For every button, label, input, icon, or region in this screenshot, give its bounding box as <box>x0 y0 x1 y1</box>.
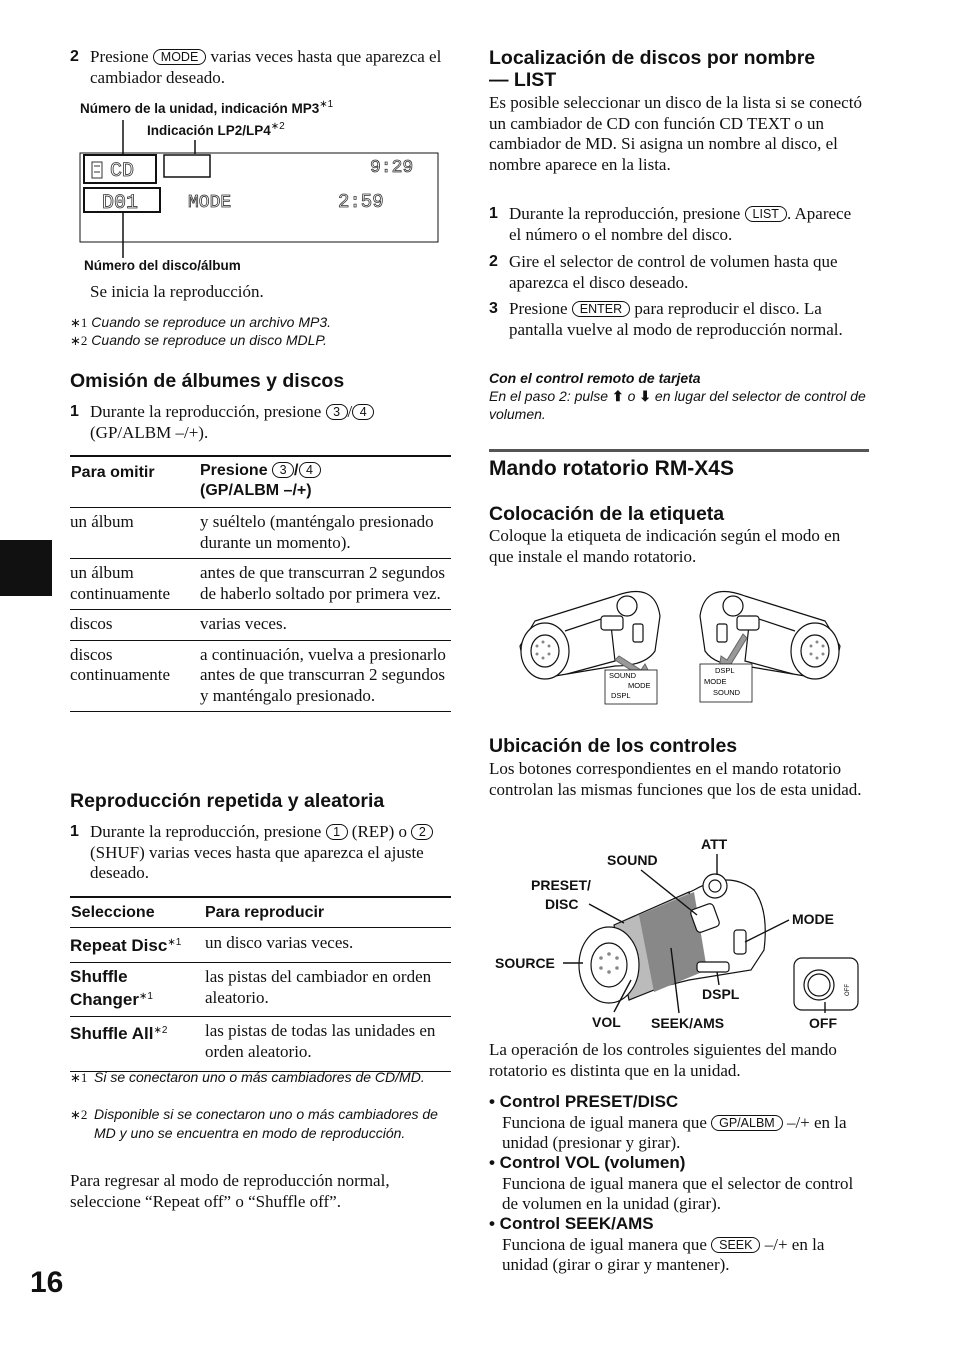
repeat-footnote-1: ∗1 Si se conectaron uno o más cambiadores de CD/MD. <box>70 1069 425 1085</box>
skip-title: Omisión de álbumes y discos <box>70 370 345 392</box>
rotary-title: Mando rotatorio RM-X4S <box>489 457 734 480</box>
key-2: 2 <box>411 824 433 840</box>
page-number: 16 <box>30 1266 64 1299</box>
svg-text:SOUND: SOUND <box>609 671 637 680</box>
gp-albm-key: GP/ALBM <box>711 1115 783 1131</box>
callout-att: ATT <box>701 836 728 852</box>
lp-indication-label: Indicación $LP2/LP4^{∗2}$ <box>147 121 285 138</box>
mode-key: MODE <box>153 49 207 65</box>
list-step-3: 3 Presione ENTER para reproducir el disco. La pantalla vuelve al modo de reproducción normal. <box>489 299 843 339</box>
callout-seek: SEEK/AMS <box>651 1015 725 1031</box>
list-step-1: 1 Durante la reproducción, presione LIST . Aparece el número o el nombre del disco. <box>489 204 852 244</box>
footnote-1: ∗1 Cuando se reproduce un archivo MP3. <box>70 314 331 330</box>
svg-text:DSPL: DSPL <box>715 666 735 675</box>
knob-left-drawing <box>520 592 660 680</box>
segment-disc: D01 <box>102 192 139 215</box>
skip-header-b: Presione 3 / 4 (GP/ALBM –/+) <box>200 456 451 508</box>
playback-starts: Se inicia la reproducción. <box>90 282 264 301</box>
side-tab <box>0 540 52 596</box>
up-arrow-icon: ⬆ <box>611 388 624 404</box>
callout-sound: SOUND <box>607 852 658 868</box>
table-row: discos varias veces. <box>70 610 451 641</box>
segment-clock: 9:29 <box>370 158 414 178</box>
segment-mode: MODE <box>188 193 232 213</box>
callout-vol: VOL <box>592 1014 621 1030</box>
list-key: LIST <box>745 206 787 222</box>
section-divider <box>489 449 869 452</box>
svg-text:DSPL: DSPL <box>611 691 631 700</box>
diff-text: La operación de los controles siguientes del mando rotatorio es distinta que en la unidad. <box>489 1040 837 1080</box>
enter-key: ENTER <box>572 301 630 317</box>
callout-off: OFF <box>809 1015 837 1031</box>
key-3: 3 <box>326 404 348 420</box>
table-row: un álbum y suéltelo (manténgalo presionado durante un momento). <box>70 508 451 559</box>
callout-dspl: DSPL <box>702 986 740 1002</box>
disc-number-label: Número del disco/álbum <box>84 258 241 273</box>
controls-illustration <box>489 830 869 1035</box>
table-row: discos continuamente a continuación, vuelva a presionarlo antes de que transcurran 2 segundos y manténgalo presionado. <box>70 640 451 712</box>
svg-text:SOUND: SOUND <box>713 688 741 697</box>
remote-text: En el paso 2: pulse ⬆ o ⬇ en lugar del selector de control de volumen. <box>489 388 866 422</box>
off-small-text: OFF <box>845 984 851 996</box>
svg-text:MODE: MODE <box>704 677 727 686</box>
bullet-seek-ams: • Control SEEK/AMS Funciona de igual manera que SEEK –/+ en la unidad (girar o girar y mantener). <box>489 1214 825 1274</box>
repeat-table: Seleccione Para reproducir Repeat Disc$^{∗1}$ un disco varias veces. Shuffle Changer$^{∗1}$ las pistas del cambiador en orden aleatorio. Shuffle All$^{∗2}$ las pistas de todas las unidades en orden aleatorio. <box>70 896 451 1072</box>
bullet-preset-disc: • Control PRESET/DISC Funciona de igual manera que GP/ALBM –/+ en la unidad (presionar y girar). <box>489 1092 847 1152</box>
footnote-2: ∗2 Cuando se reproduce un disco MDLP. <box>70 332 327 348</box>
repeat-step-1: 1 Durante la reproducción, presione 1 (REP) o 2 (SHUF) varias veces hasta que aparezca el ajuste deseado. <box>70 822 452 884</box>
step-text-pre: Presione <box>90 47 149 66</box>
table-row: Shuffle All$^{∗2}$ las pistas de todas las unidades en orden aleatorio. <box>70 1017 451 1072</box>
segment-time: 2:59 <box>338 191 384 213</box>
svg-text:MODE: MODE <box>628 681 651 690</box>
skip-table <box>70 455 451 712</box>
callout-mode: MODE <box>792 911 834 927</box>
list-title: Localización de discos por nombre — LIST <box>489 47 816 91</box>
display-illustration <box>78 118 440 268</box>
table-row: Shuffle Changer$^{∗1}$ las pistas del cambiador en orden aleatorio. <box>70 963 451 1017</box>
seek-key: SEEK <box>711 1237 760 1253</box>
unit-number-label: Número de la unidad, indicación $MP3^{∗1}$ <box>80 99 334 116</box>
down-arrow-icon: ⬇ <box>639 388 652 404</box>
controls-text: Los botones correspondientes en el mando rotatorio controlan las mismas funciones que los de esta unidad. <box>489 759 862 799</box>
table-row: Repeat Disc$^{∗1}$ un disco varias veces. <box>70 928 451 963</box>
callout-disc: DISC <box>545 896 579 912</box>
table-row: un álbum continuamente antes de que transcurran 2 segundos de haberlo soltado por primera vez. <box>70 559 451 610</box>
label-illustration <box>515 576 845 712</box>
skip-step-1: 1 Durante la reproducción, presione 3 / 4 (GP/ALBM –/+). <box>70 402 452 443</box>
remote-title: Con el control remoto de tarjeta <box>489 370 701 386</box>
step-number: 2 <box>70 48 79 65</box>
disc-icon <box>92 162 102 178</box>
key-1: 1 <box>326 824 348 840</box>
list-step-2: 2 Gire el selector de control de volumen hasta que aparezca el disco deseado. <box>489 252 838 292</box>
list-intro: Es posible seleccionar un disco de la lista si se conectó un cambiador de CD con función CD TEXT o un cambiador de MD. Si asigna un nombre al disco, el nombre aparece en la lista. <box>489 93 862 174</box>
step-2 <box>70 47 450 88</box>
callout-source: SOURCE <box>495 955 555 971</box>
bullet-vol: • Control VOL (volumen) Funciona de igual manera que el selector de control de volumen en la unidad (girar). <box>489 1153 854 1213</box>
label-text: Coloque la etiqueta de indicación según el modo en que instale el mando rotatorio. <box>489 526 841 566</box>
callout-preset: PRESET/ <box>531 877 591 893</box>
repeat-footnote-2: ∗2 Disponible si se conectaron uno o más cambiadores de MD y uno se encuentra en modo de reproducción. <box>70 1106 438 1141</box>
key-4: 4 <box>352 404 374 420</box>
return-text: Para regresar al modo de reproducción normal, seleccione “Repeat off” o “Shuffle off”. <box>70 1171 390 1211</box>
controls-title: Ubicación de los controles <box>489 735 738 757</box>
skip-header-a: Para omitir <box>71 464 155 481</box>
segment-cd: CD <box>110 160 135 183</box>
repeat-title: Reproducción repetida y aleatoria <box>70 790 385 812</box>
label-title: Colocación de la etiqueta <box>489 503 725 525</box>
step-text-post: varias veces hasta que aparezca el cambiador deseado. <box>90 47 442 87</box>
